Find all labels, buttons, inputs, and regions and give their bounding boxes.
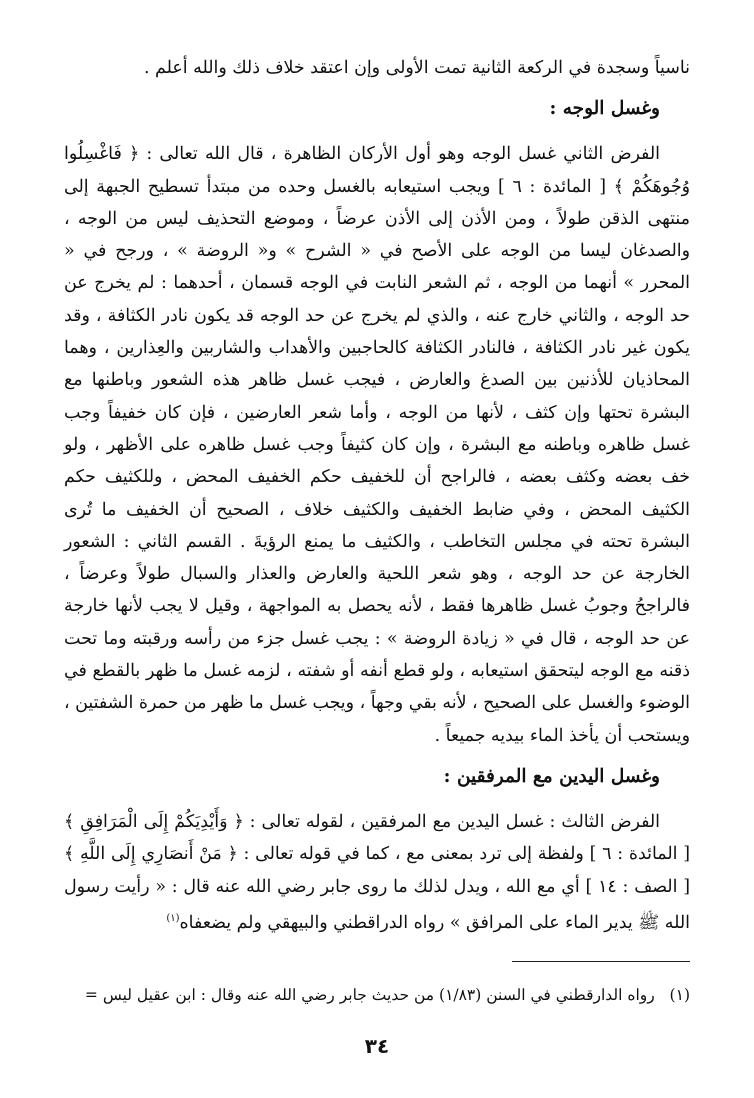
page-number: ٣٤ (364, 1034, 390, 1058)
footnote-text: رواه الدارقطني في السنن (١/٨٣) من حديث جابر رضي الله عنه وقال : ابن عقيل ليس = (84, 986, 655, 1004)
paragraph-second-obligation: الفرض الثاني غسل الوجه وهو أول الأركان الظاهرة ، قال الله تعالى : ﴿ فَاغْسِلُوا وُجُوهَكُمْ ﴾ [ المائدة : ٦ ] ويجب استيعابه بالغسل وحده من مبتدأ تسطيح الجبهة إلى منتهى الذقن طولاً ، ومن الأذن إلى الأذن عرضاً ، وموضع التحذيف ليس من الوجه ، والصدغان ليسا من الوجه على الأصح في « الشرح » و« الروضة » ، ورجح في « المحرر » أنهما من الوجه ، ثم الشعر النابت في الوجه قسمان ، أحدهما : لم يخرج عن حد الوجه ، والثاني خارج عنه ، والذي لم يخرج عن حد الوجه قد يكون نادر الكثافة ، وقد يكون غير نادر الكثافة ، فالنادر الكثافة كالحاجبين والأهداب والشاربين والعِذارين ، وهما المحاذيان للأذنين بين الصدغ والعارض ، فيجب غسل ظاهر هذه الشعور وباطنها مع البشرة تحتها وإن كثف ، لأنها من الوجه ، وأما شعر العارضين ، فإن كان خفيفاً وجب غسل ظاهره وباطنه مع البشرة ، وإن كان كثيفاً وجب غسل ظاهره على الأظهر ، ولو خف بعضه وكثف بعضه ، فالراجح أن للخفيف حكم الخفيف المحض ، وللكثيف حكم الكثيف المحض ، وفي ضابط الخفيف والكثيف خلاف ، الصحيح أن الخفيف ما تُرى البشرة تحته في مجلس التخاطب ، والكثيف ما يمنع الرؤيةَ . القسم الثاني : الشعور الخارجة عن حد الوجه ، وهو شعر اللحية والعارض والعذار والسبال طولاً وعرضاً ، فالراجحُ وجوبُ غسل ظاهرها فقط ، لأنه يحصل به المواجهة ، وقيل لا يجب لأنها خارجة عن حد الوجه ، قال في « زيادة الروضة » : يجب غسل جزء من رأسه ورقبته وما تحت ذقنه مع الوجه ليتحقق استيعابه ، ولو قطع أنفه أو شفته ، لزمه غسل ما ظهر بالقطع في الوضوء والغسل على الصحيح ، لأنه بقي وجهاً ، ويجب غسل ما ظهر من حمرة الشفتين ، ويستحب أن يأخذ الماء بيديه جميعاً . (64, 144, 690, 746)
footnote-number: (١) (669, 986, 690, 1004)
footnote-divider (512, 961, 690, 962)
footnote (64, 983, 690, 1007)
paragraph-third-obligation (64, 806, 690, 939)
paragraph-third-text: الفرض الثالث : غسل اليدين مع المرفقين ، لقوله تعالى : ﴿ وَأَيْدِيَكُمْ إِلَى الْمَرَافِقِ ﴾ [ المائدة : ٦ ] ولفظة إلى ترد بمعنى مع ، كما في قوله تعالى : ﴿ مَنْ أَنصَارِي إِلَى اللَّهِ ﴾ [ الصف : ١٤ ] أي مع الله ، ويدل لذلك ما روى جابر رضي الله عنه قال : « رأيت رسول الله ﷺ يدير الماء على المرافق » رواه الدراقطني والبيهقي ولم يضعفاه (64, 811, 691, 933)
section-heading-face-washing: وغسل الوجه : (549, 98, 660, 120)
section-heading-hands-washing: وغسل اليدين مع المرفقين : (443, 765, 660, 787)
continuation-paragraph: ناسياً وسجدة في الركعة الثانية تمت الأولى وإن اعتقد خلاف ذلك والله أعلم . (144, 58, 690, 78)
page-body (64, 52, 690, 1072)
footnote-marker: (١) (166, 912, 180, 924)
